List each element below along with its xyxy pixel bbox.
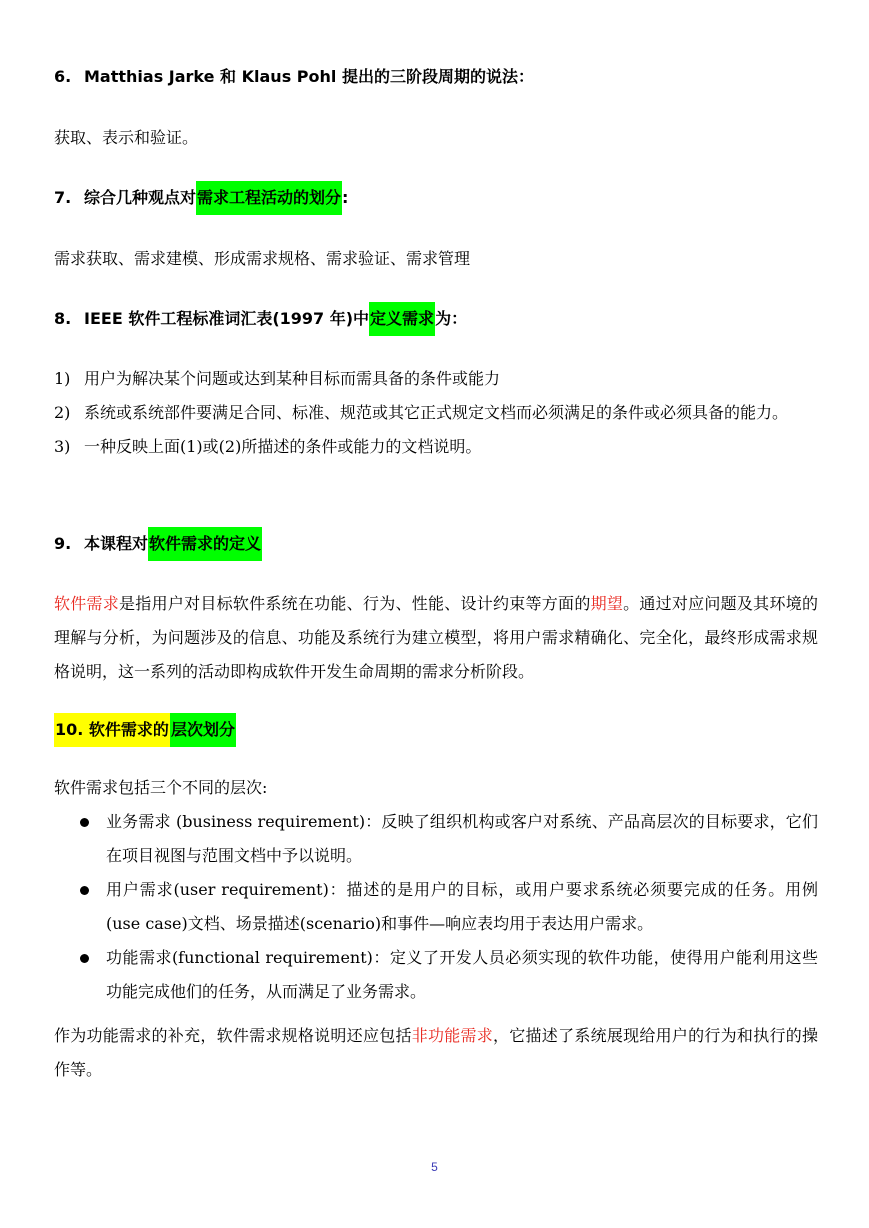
section-6-heading <box>54 60 534 94</box>
list-item <box>54 941 818 1009</box>
list-item-text: 业务需求 (business requirement)：反映了组织机构或客户对系统、产品高层次的目标要求，它们在项目视图与范围文档中予以说明。 <box>106 812 818 865</box>
list-item-text: 系统或系统部件要满足合同、标准、规范或其它正式规定文档而必须满足的条件或必须具备的能力。 <box>84 403 789 422</box>
section-title: Matthias Jarke 和 Klaus Pohl 提出的三阶段周期的说法： <box>84 67 534 86</box>
list-item <box>54 362 818 396</box>
page-number: 5 <box>431 1160 438 1174</box>
list-marker: 2) <box>54 403 71 422</box>
section-7-body: 需求获取、需求建模、形成需求规格、需求验证、需求管理 <box>54 249 471 268</box>
body-text: 。通过对应问题及其环境的理解与分析，为问题涉及的信息、功能及系统行为建立模型，将用户需求精确化、完全化，最终形成需求规格说明，这一系列的活动即构成软件开发生命周期的需求分析阶段。 <box>54 594 818 681</box>
body-text: 作为功能需求的补充，软件需求规格说明还应包括 <box>54 1026 412 1045</box>
red-term: 期望 <box>590 594 624 613</box>
highlighted-term: 需求工程活动的划分 <box>196 181 342 215</box>
section-title-post: : <box>342 188 349 207</box>
highlighted-term: 软件需求的定义 <box>148 527 262 561</box>
red-term: 非功能需求 <box>411 1026 494 1045</box>
definition-list <box>54 362 818 464</box>
section-number: 7. <box>54 188 72 207</box>
section-title-pre: 综合几种观点对 <box>84 188 197 207</box>
list-item-text: 用户需求(user requirement)：描述的是用户的目标，或用户要求系统必须要完成的任务。用例(use case)文档、场景描述(scenario)和事件—响应表均用于表达用户需求。 <box>106 880 818 933</box>
section-title-pre: IEEE 软件工程标准词汇表(1997 年)中 <box>84 309 370 328</box>
section-6-body: 获取、表示和验证。 <box>54 128 199 147</box>
yellow-highlight <box>54 713 170 747</box>
list-item <box>54 396 818 430</box>
section-number: 9. <box>54 534 72 553</box>
section-7-heading <box>54 181 348 215</box>
list-item <box>54 873 818 941</box>
section-10-closing <box>54 1019 818 1087</box>
body-text: ，它描述了系统展现给用户的行为和执行的操作等。 <box>54 1026 818 1079</box>
section-number: 8. <box>54 309 72 328</box>
bullet-icon <box>80 818 89 827</box>
red-term: 软件需求 <box>54 594 120 613</box>
body-text: 是指用户对目标软件系统在功能、行为、性能、设计约束等方面的 <box>119 594 591 613</box>
bullet-icon <box>80 954 89 963</box>
section-9-body <box>54 587 818 689</box>
list-marker: 3) <box>54 437 71 456</box>
list-item-text: 用户为解决某个问题或达到某种目标而需具备的条件或能力 <box>84 369 501 388</box>
highlighted-term: 定义需求 <box>369 302 435 336</box>
list-marker: 1) <box>54 369 71 388</box>
section-title-post: 为： <box>435 309 468 328</box>
bullet-icon <box>80 886 89 895</box>
section-10-intro: 软件需求包括三个不同的层次: <box>54 778 268 797</box>
list-item <box>54 430 818 464</box>
section-8-heading <box>54 302 467 336</box>
section-9-heading <box>54 527 262 561</box>
section-title-yellow: 软件需求的 <box>88 720 169 739</box>
section-title-pre: 本课程对 <box>84 534 149 553</box>
section-10-heading <box>54 713 236 747</box>
list-item-text: 功能需求(functional requirement)：定义了开发人员必须实现的软件功能，使得用户能利用这些功能完成他们的任务，从而满足了业务需求。 <box>106 948 818 1001</box>
list-item <box>54 805 818 873</box>
requirement-levels-list <box>54 805 818 1009</box>
section-number: 10. <box>55 720 84 739</box>
section-number: 6. <box>54 67 72 86</box>
highlighted-term: 层次划分 <box>170 713 236 747</box>
list-item-text: 一种反映上面(1)或(2)所描述的条件或能力的文档说明。 <box>84 437 482 456</box>
